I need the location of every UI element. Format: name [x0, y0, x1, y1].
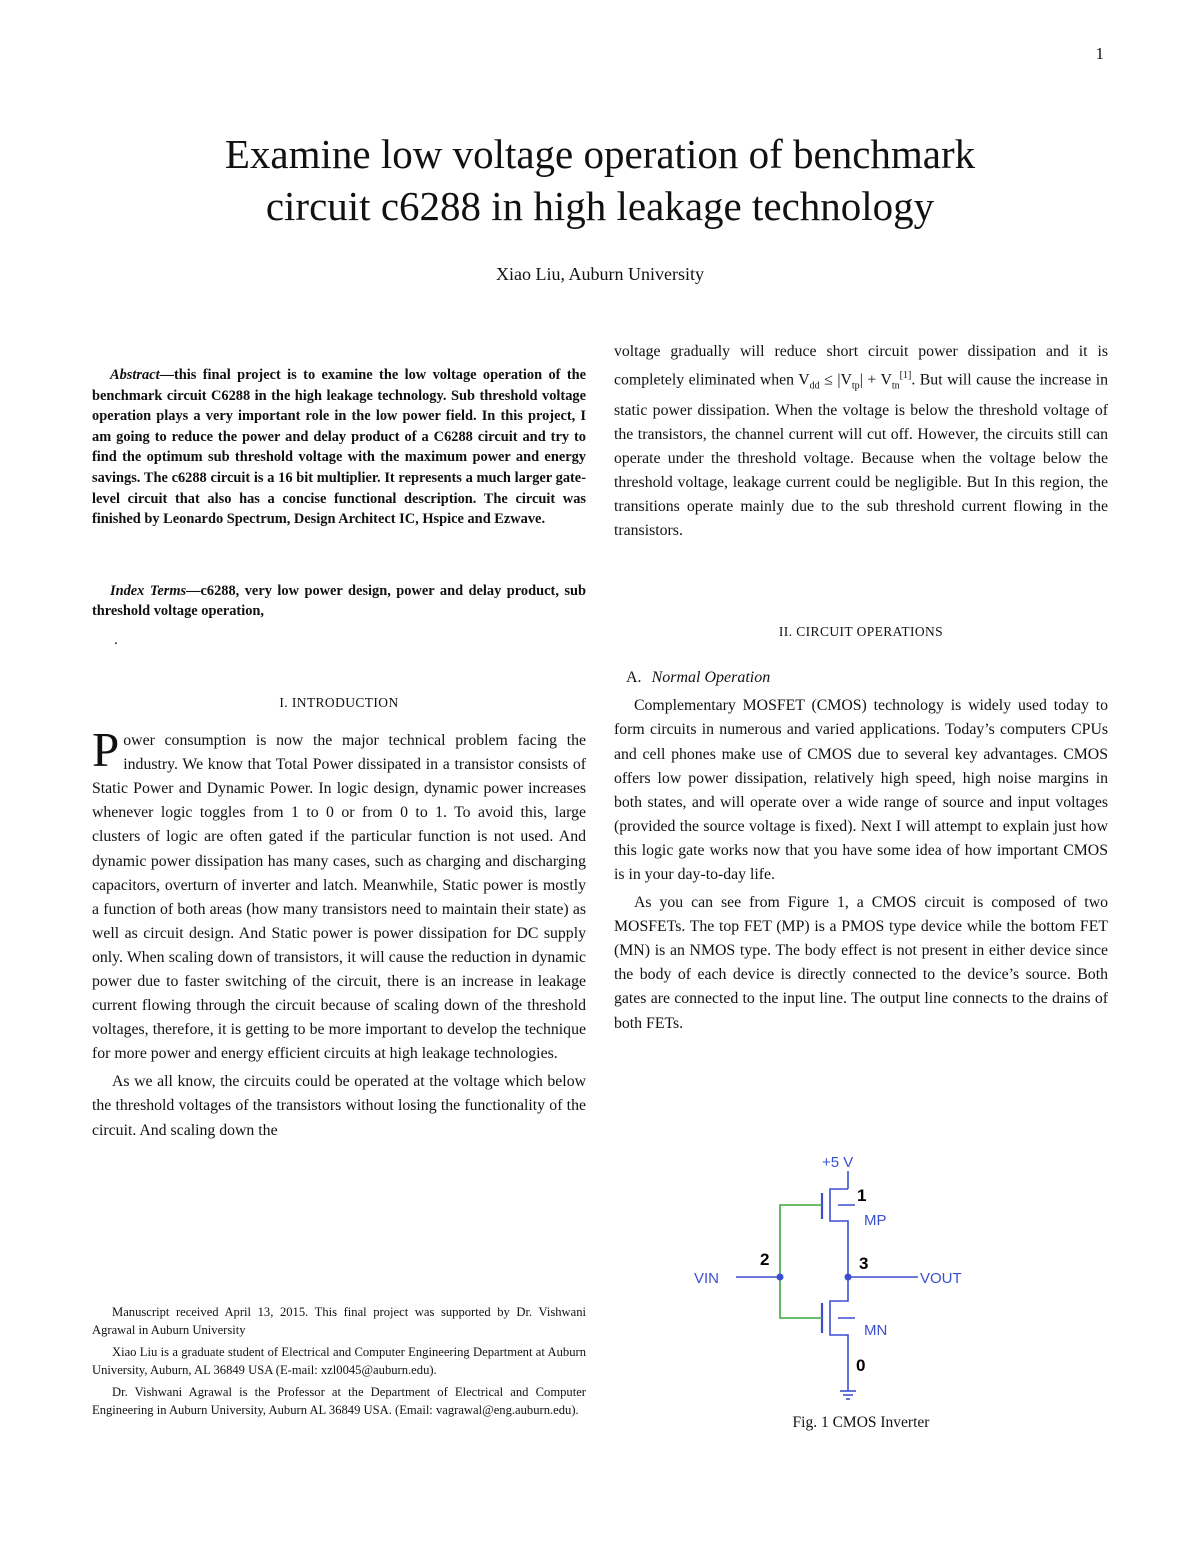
right-column [614, 340, 1108, 1036]
title-line-1: Examine low voltage operation of benchmark [224, 131, 976, 177]
pmos-gate-wire [780, 1205, 822, 1277]
index-terms-lead: Index Terms [110, 582, 187, 599]
nmos-channel [830, 1253, 848, 1391]
pmos-channel [830, 1189, 848, 1253]
subscript-vdd: dd [809, 380, 820, 392]
subscript-vtp: tp [851, 380, 860, 392]
node-3-dot [845, 1274, 852, 1281]
left-column [92, 365, 586, 1143]
author-line: Xiao Liu, Auburn University [496, 264, 704, 284]
footnotes [92, 1303, 586, 1422]
stray-period: . [114, 631, 118, 648]
intro-paragraph-1-text: ower consumption is now the major technical problem facing the industry. We know that Total Power dissipated in a transistor consists of Static Power and Dynamic Power. In logic design, dynamic power increases whenever logic toggles from 1 to 0 or from 0 to 1. To avoid this, large clusters of logic are often gated if the particular function is not used. And dynamic power dissipation has many cases, such as charging and discharging capacitors, overturn of inverter and latch. Meanwhile, Static power is mostly a function of both areas (how many transistors need to maintain their state) as well as circuit design. And Static power is power dissipation for DC supply only. When scaling down of transistors, it will cause the reduction in dynamic power due to faster switching of the circuit, there is an increase in leakage current flowing through the circuit because of scaling down of the threshold voltages, therefore, it is getting to be more important to develop the technique for more power and energy efficient circuits at high leakage technologies. [92, 732, 586, 1063]
subsection-letter: A. [626, 669, 642, 687]
node-3-label: 3 [859, 1254, 869, 1273]
continued-text-3: | + V [859, 371, 892, 389]
footnote-manuscript: Manuscript received April 13, 2015. This final project was supported by Dr. Vishwani Agrawal in Auburn University [92, 1305, 586, 1338]
figure-caption: Fig. 1 CMOS Inverter [792, 1414, 930, 1431]
citation-ref: [1] [899, 370, 912, 382]
operations-paragraph-2: As you can see from Figure 1, a CMOS circuit is composed of two MOSFETs. The top FET (MP) is a PMOS type device while the bottom FET (MN) is an NMOS type. The body effect is not present in either device since the body of each device is directly connected to the device’s source. Both gates are connected to the input line. The output line connects to the drains of both FETs. [614, 894, 1108, 1032]
title-line-2: circuit c6288 in high leakage technology [265, 183, 935, 229]
vout-label: VOUT [920, 1270, 962, 1287]
intro-paragraph-1 [92, 722, 586, 1066]
subscript-vtn: tn [891, 380, 900, 392]
section-heading-introduction: I. INTRODUCTION [279, 694, 399, 710]
intro-paragraph-2: As we all know, the circuits could be operated at the voltage which below the threshold voltages of the transistors without losing the functionality of the circuit. And scaling down the [92, 1073, 586, 1139]
operations-paragraph-1: Complementary MOSFET (CMOS) technology is widely used today to form circuits in numerous and varied applications. Today’s computers CPUs and cell phones make use of CMOS due to several key advantages. CMOS offers low power dissipation, relatively high speed, high noise margins in both states, and will operate over a wide range of source and input voltages (provided the source voltage is fixed). Next I will attempt to explain just how this logic gate works now that you have some idea of how important CMOS is in your day-to-day life. [614, 697, 1108, 884]
subsection-heading-normal-operation [626, 666, 1108, 690]
paper-title [100, 128, 1100, 232]
index-terms [92, 581, 586, 622]
abstract-text: —this final project is to examine the low voltage operation of the benchmark circuit C6288 in the high leakage technology. Sub threshold voltage operation plays a very important role in the low power field. In this project, I am going to reduce the power and delay product of a C6288 circuit and try to find the optimum sub threshold voltage with the maximum power and energy savings. The c6288 circuit is a 16 bit multiplier. It represents a much larger gate-level circuit that also has a concise functional description. The circuit was finished by Leonardo Spectrum, Design Architect IC, Hspice and Ezwave. [92, 367, 586, 528]
continued-text-4: . But will cause the increase in static power dissipation. When the voltage is below the threshold voltage of the transistors, the channel current will cut off. However, the circuits still can operate under the threshold voltage. Because when the voltage below the threshold voltage, leakage current could be negligible. But In this region, the transitions operate mainly due to the sub threshold current flowing in the transistors. [614, 371, 1109, 540]
node-2-label: 2 [760, 1250, 770, 1269]
supply-label: +5 V [822, 1154, 854, 1171]
continued-paragraph [614, 340, 1108, 543]
node-2-dot [777, 1274, 784, 1281]
cmos-inverter-figure [690, 1153, 980, 1423]
vin-label: VIN [694, 1270, 720, 1287]
footnote-advisor: Dr. Vishwani Agrawal is the Professor at the Department of Electrical and Computer Engineering in Auburn University, Auburn AL 36849 USA. (Email: vagrawal@eng.auburn.edu). [92, 1384, 586, 1418]
page-number: 1 [1095, 44, 1104, 63]
nmos-gate-wire [780, 1277, 822, 1318]
footnote-author: Xiao Liu is a graduate student of Electrical and Computer Engineering Department at Auburn University, Auburn, AL 36849 USA (E-mail: xzl0045@auburn.edu). [92, 1344, 586, 1378]
abstract-lead: Abstract [110, 367, 160, 383]
section-heading-circuit-operations: II. CIRCUIT OPERATIONS [778, 624, 944, 640]
index-terms-text: —c6288, very low power design, power and delay product, sub threshold voltage operation, [92, 582, 586, 620]
drop-cap: P [92, 722, 120, 778]
abstract [92, 365, 586, 530]
node-0-label: 0 [856, 1356, 866, 1375]
continued-text-1: voltage gradually will reduce short circuit power dissipation and it is completely eliminated when V [614, 343, 1108, 389]
mn-label: MN [864, 1322, 888, 1339]
node-1-label: 1 [857, 1186, 867, 1205]
subsection-title: Normal Operation [651, 669, 771, 687]
mp-label: MP [864, 1212, 887, 1229]
continued-text-2: ≤ |V [819, 371, 852, 389]
